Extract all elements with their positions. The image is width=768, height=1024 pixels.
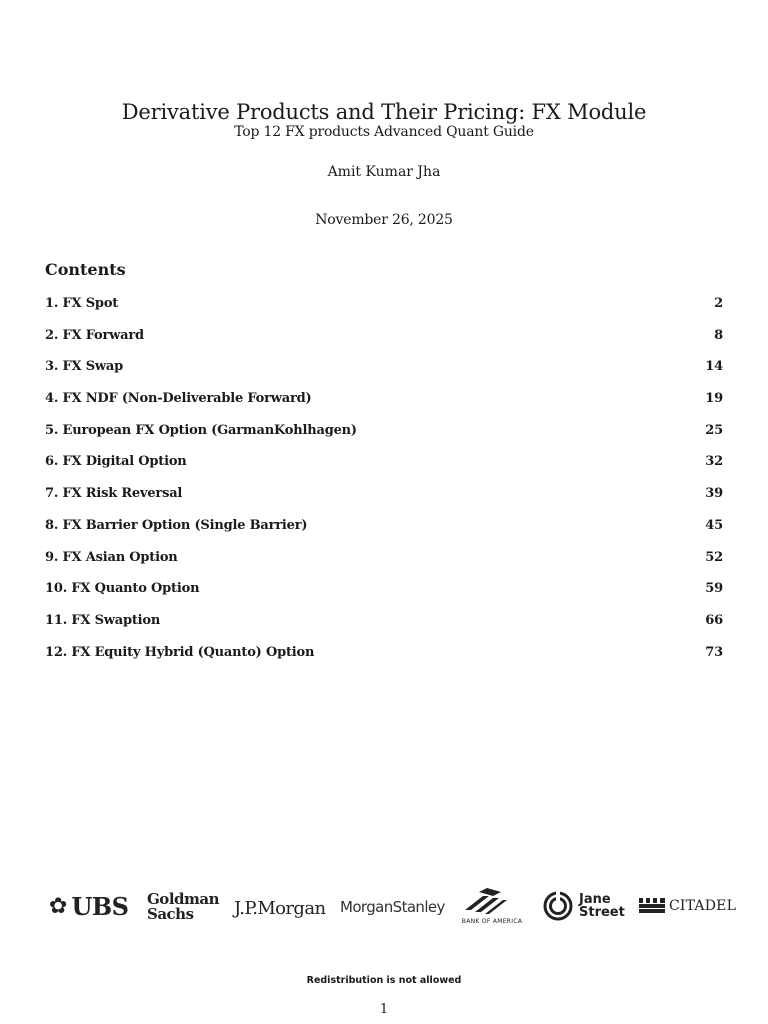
redistribution-notice: Redistribution is not allowed — [306, 975, 462, 986]
toc-entry[interactable] — [45, 422, 723, 454]
jane-street-logo-text-line1: Jane — [579, 892, 611, 907]
page-title: Derivative Products and Their Pricing: FX Module — [121, 100, 647, 124]
goldman-sachs-logo — [147, 892, 219, 922]
toc-entry[interactable] — [45, 580, 723, 612]
page-number: 1 — [379, 1002, 389, 1017]
citadel-logo — [639, 898, 736, 914]
toc-entry[interactable] — [45, 517, 723, 549]
toc-entry[interactable] — [45, 612, 723, 644]
bank-of-america-flag-icon — [457, 888, 509, 916]
document-date: November 26, 2025 — [315, 212, 453, 228]
toc-entry-label: 6. FX Digital Option — [45, 454, 187, 470]
citadel-logo-text: CITADEL — [669, 898, 737, 914]
goldman-logo-text-line2: Sachs — [147, 905, 194, 923]
bank-of-america-logo — [457, 888, 527, 925]
toc-entry-label: 7. FX Risk Reversal — [45, 486, 183, 502]
goldman-logo-text-line1: Goldman — [147, 890, 219, 908]
toc-entry-page: 25 — [705, 422, 723, 438]
toc-entry-label: 11. FX Swaption — [45, 612, 161, 628]
page-subtitle: Top 12 FX products Advanced Quant Guide — [234, 124, 534, 140]
jane-street-circle-icon — [543, 891, 573, 921]
toc-entry[interactable] — [45, 358, 723, 390]
toc-entry-page: 39 — [705, 486, 723, 502]
toc-entry[interactable] — [45, 390, 723, 422]
toc-entry-label: 10. FX Quanto Option — [45, 581, 200, 597]
toc-entry-page: 2 — [714, 296, 723, 311]
toc-entry-label: 4. FX NDF (Non-Deliverable Forward) — [45, 391, 312, 407]
morgan-stanley-logo: MorganStanley — [340, 898, 445, 916]
jane-street-logo — [543, 891, 625, 921]
toc-entry[interactable] — [45, 549, 723, 581]
ubs-keys-icon: ✿ — [49, 894, 68, 919]
ubs-logo — [49, 892, 128, 921]
toc-entry[interactable] — [45, 485, 723, 517]
toc-entry-page: 66 — [705, 612, 723, 628]
toc-entry-label: 2. FX Forward — [45, 327, 144, 343]
toc-entry-label: 8. FX Barrier Option (Single Barrier) — [45, 517, 308, 533]
toc-entry-label: 3. FX Swap — [45, 359, 124, 375]
sponsor-logos — [45, 888, 735, 932]
toc-entry[interactable] — [45, 295, 723, 327]
toc-entry-label: 12. FX Equity Hybrid (Quanto) Option — [45, 644, 315, 660]
jpmorgan-logo: J.P.Morgan — [234, 898, 326, 919]
toc-entry-page: 14 — [705, 359, 723, 375]
toc-entry-page: 52 — [705, 549, 723, 565]
toc-entry-page: 45 — [705, 517, 723, 533]
toc-entry-label: 9. FX Asian Option — [45, 549, 178, 565]
toc-entry[interactable] — [45, 644, 723, 676]
toc-entry-page: 32 — [705, 454, 723, 470]
toc-entry-page: 73 — [705, 644, 723, 660]
ubs-logo-text: UBS — [71, 892, 129, 921]
citadel-battlement-icon — [639, 898, 665, 914]
toc-entry-page: 19 — [705, 391, 723, 407]
toc-entry-label: 1. FX Spot — [45, 296, 119, 311]
contents-heading: Contents — [45, 260, 126, 279]
toc-entry-label: 5. European FX Option (GarmanKohlhagen) — [45, 422, 357, 438]
jane-street-logo-text-line2: Street — [579, 905, 625, 920]
author-name: Amit Kumar Jha — [327, 164, 441, 180]
toc-entry[interactable] — [45, 327, 723, 359]
toc-entry-page: 8 — [714, 327, 723, 343]
toc-entry-page: 59 — [705, 581, 723, 597]
toc-entry[interactable] — [45, 453, 723, 485]
table-of-contents — [45, 295, 723, 675]
bank-of-america-logo-text: BANK OF AMERICA — [461, 918, 523, 925]
